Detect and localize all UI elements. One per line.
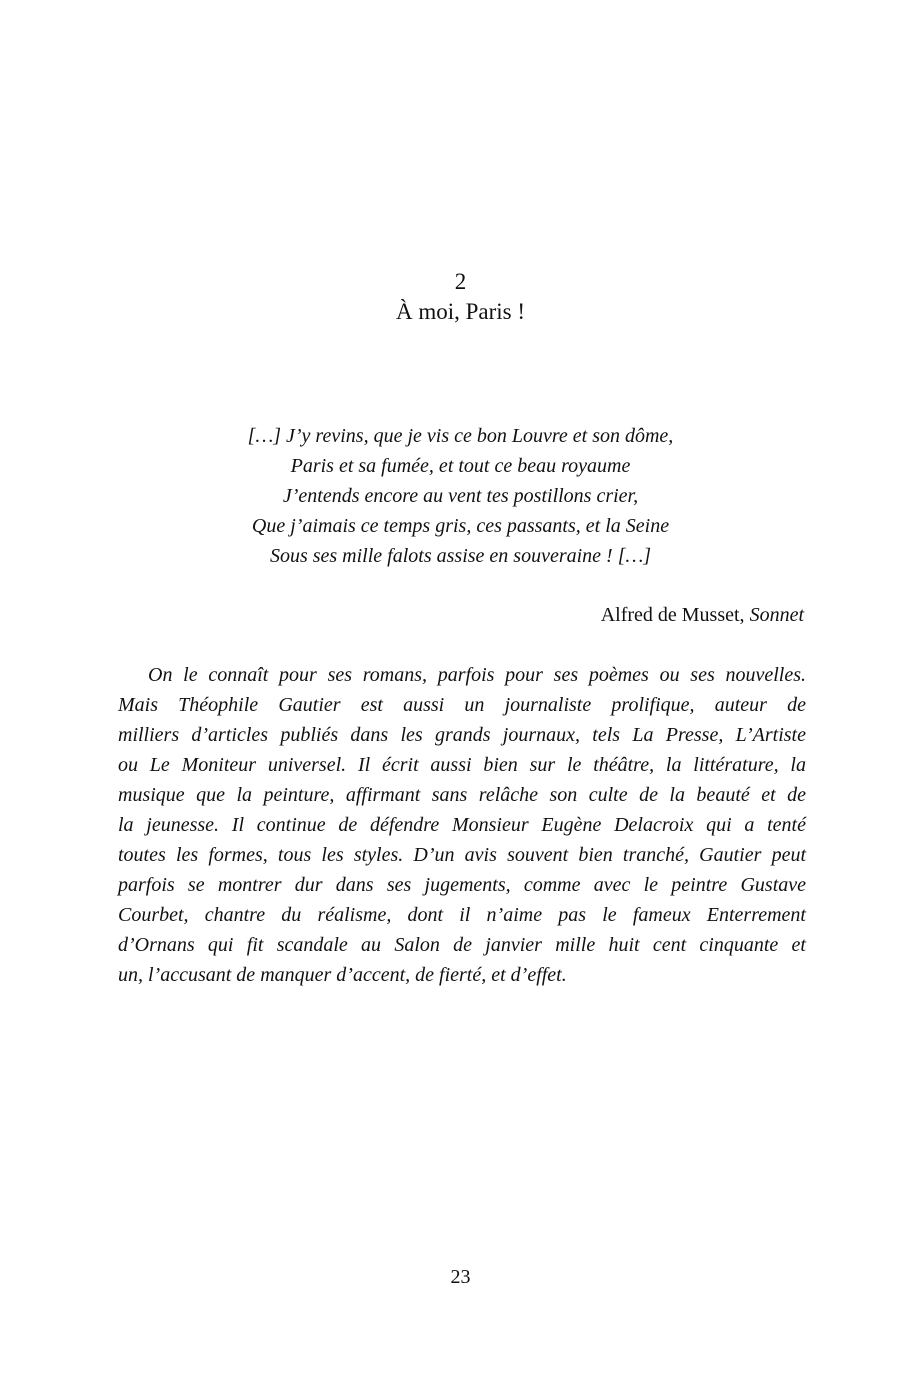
epigraph-line: […] J’y revins, que je vis ce bon Louvre et son dôme, xyxy=(247,425,674,447)
paragraph-line: ou Le Moniteur universel. Il écrit aussi bien sur le théâtre, la littérature, la xyxy=(118,754,806,776)
paragraph-line: d’Ornans qui fit scandale au Salon de janvier mille huit cent cinquante et xyxy=(118,934,806,956)
epigraph-line: Sous ses mille falots assise en souveraine ! […] xyxy=(269,545,652,567)
epigraph-line: Que j’aimais ce temps gris, ces passants, et la Seine xyxy=(251,515,670,537)
epigraph-line: J’entends encore au vent tes postillons crier, xyxy=(282,485,639,507)
epigraph-work-title: Sonnet xyxy=(749,604,804,626)
paragraph-line: Courbet, chantre du réalisme, dont il n’aime pas le fameux Enterrement xyxy=(118,904,806,926)
page-number: 23 xyxy=(450,1266,471,1288)
body-paragraph xyxy=(118,660,806,990)
epigraph-line: Paris et sa fumée, et tout ce beau royaume xyxy=(290,455,631,477)
chapter-title: À moi, Paris ! xyxy=(395,299,526,324)
paragraph-line: milliers d’articles publiés dans les grands journaux, tels La Presse, L’Artiste xyxy=(118,724,806,746)
chapter-number: 2 xyxy=(454,269,467,294)
epigraph-author: Alfred de Musset, xyxy=(600,604,745,626)
paragraph-line: parfois se montrer dur dans ses jugements, comme avec le peintre Gustave xyxy=(118,874,806,896)
paragraph-line: musique que la peinture, affirmant sans relâche son culte de la beauté et de xyxy=(118,784,806,806)
paragraph-line: Mais Théophile Gautier est aussi un journaliste prolifique, auteur de xyxy=(118,694,806,716)
paragraph-line: toutes les formes, tous les styles. D’un avis souvent bien tranché, Gautier peut xyxy=(118,844,806,866)
epigraph-attribution xyxy=(500,601,804,629)
paragraph-line: On le connaît pour ses romans, parfois pour ses poèmes ou ses nouvelles. xyxy=(148,664,806,686)
paragraph-line: un, l’accusant de manquer d’accent, de fierté, et d’effet. xyxy=(118,964,567,986)
paragraph-line: la jeunesse. Il continue de défendre Monsieur Eugène Delacroix qui a tenté xyxy=(118,814,806,836)
epigraph-poem xyxy=(0,421,921,571)
